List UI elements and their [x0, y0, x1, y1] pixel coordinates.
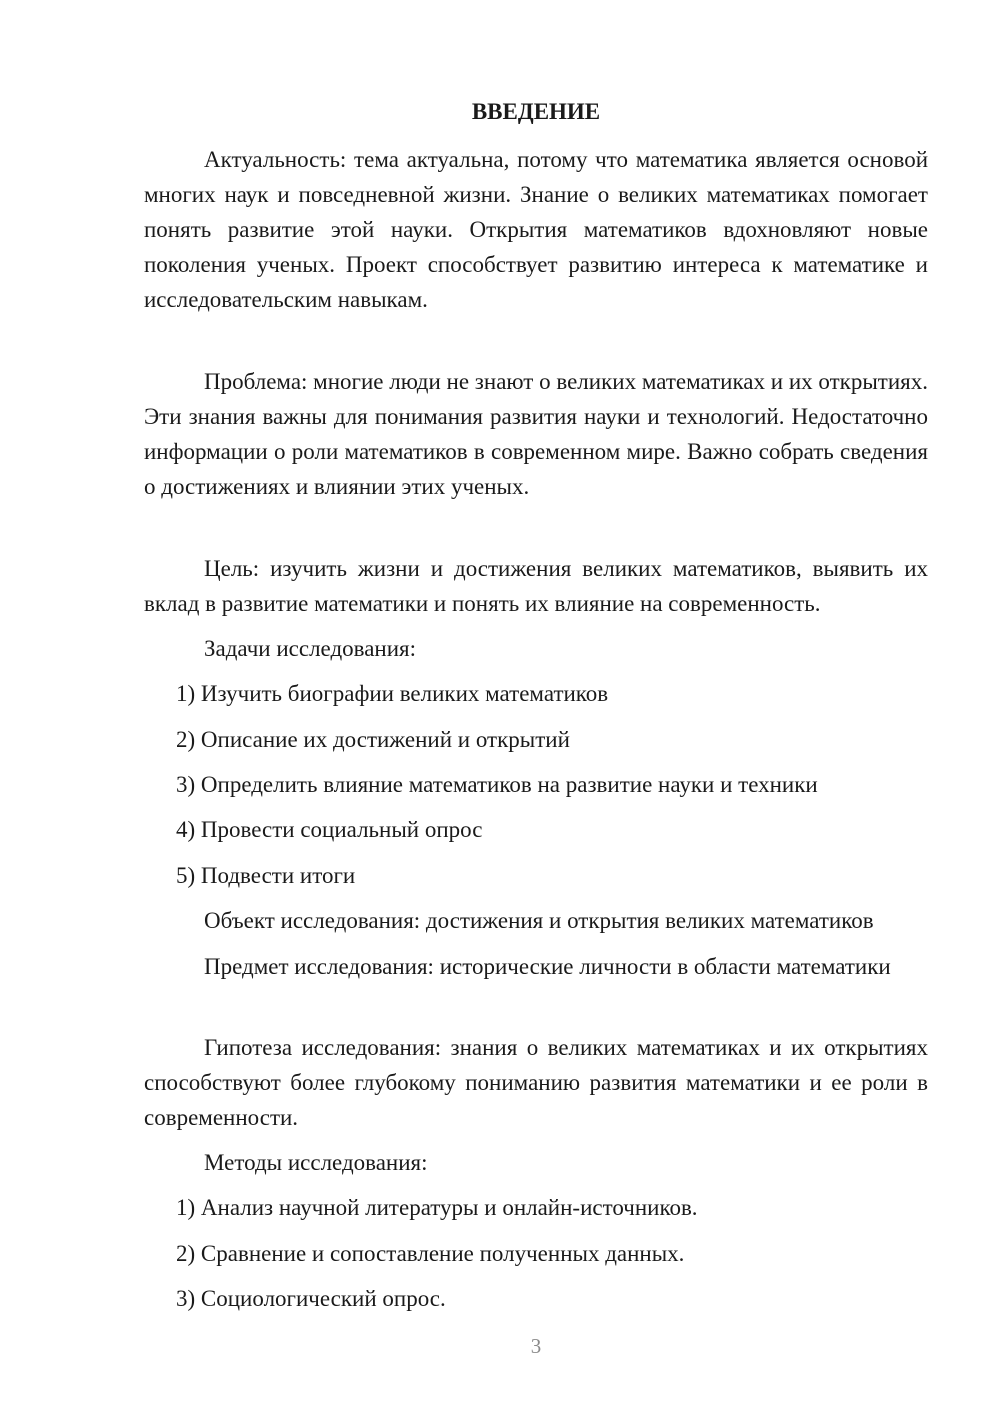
page-number: 3 — [530, 1334, 542, 1358]
tasks-heading: Задачи исследования: — [204, 636, 417, 661]
goal-paragraph: Цель: изучить жизни и достижения великих математиков, выявить их вклад в развитие математики и понять их влияние на современность. — [144, 556, 928, 616]
method-item-2: 2) Сравнение и сопоставление полученных данных. — [176, 1241, 685, 1266]
section-title: ВВЕДЕНИЕ — [471, 99, 601, 124]
task-item-4: 4) Провести социальный опрос — [176, 817, 483, 842]
task-item-5: 5) Подвести итоги — [176, 863, 356, 888]
subject-paragraph: Предмет исследования: исторические личности в области математики — [204, 954, 891, 979]
problem-paragraph: Проблема: многие люди не знают о великих математиках и их открытиях. Эти знания важны для понимания развития науки и технологий. Недостаточно информации о роли математиков в современном мире. Важно собрать сведения о достижениях и влиянии этих ученых. — [144, 369, 928, 499]
method-item-1: 1) Анализ научной литературы и онлайн-источников. — [176, 1195, 698, 1220]
task-item-1: 1) Изучить биографии великих математиков — [176, 681, 609, 706]
task-item-3: 3) Определить влияние математиков на развитие науки и техники — [176, 772, 818, 797]
object-paragraph: Объект исследования: достижения и открытия великих математиков — [204, 908, 874, 933]
method-item-3: 3) Социологический опрос. — [176, 1286, 446, 1311]
methods-heading: Методы исследования: — [204, 1150, 428, 1175]
hypothesis-paragraph: Гипотеза исследования: знания о великих математиках и их открытиях способствуют более глубокому пониманию развития математики и ее роли в современности. — [144, 1035, 928, 1130]
relevance-paragraph: Актуальность: тема актуальна, потому что математика является основой многих наук и повседневной жизни. Знание о великих математиках помогает понять развитие этой науки. Открытия математиков вдохновляют новые поколения ученых. Проект способствует развитию интереса к математике и исследовательским навыкам. — [144, 147, 928, 312]
task-item-2: 2) Описание их достижений и открытий — [176, 727, 570, 752]
